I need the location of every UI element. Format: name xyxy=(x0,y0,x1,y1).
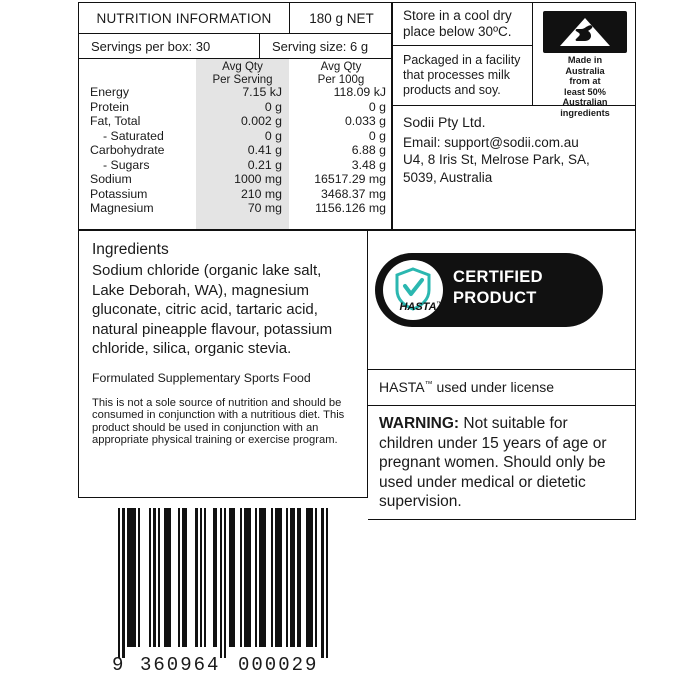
barcode-bar xyxy=(244,508,251,647)
nutrient-per-serving: 0.41 g xyxy=(247,143,282,157)
nutrient-per-100g: 3468.37 mg xyxy=(321,186,386,201)
nutrient-per-100g: 0 g xyxy=(368,128,386,143)
barcode-bar xyxy=(195,508,197,647)
nutrient-name: Carbohydrate xyxy=(90,143,165,157)
hasta-wordmark: HASTA™ xyxy=(399,301,443,313)
nutrition-panel-title: NUTRITION INFORMATION xyxy=(79,3,290,34)
barcode-bar xyxy=(220,508,222,658)
nutrient-per-serving: 70 mg xyxy=(247,201,282,215)
made-in-australia-caption: Made in Australia from at least 50% Australian ingredients xyxy=(560,55,610,118)
barcode-bar xyxy=(182,508,186,647)
barcode-lead-digit: 9 xyxy=(112,654,126,676)
barcode-bar xyxy=(118,508,120,658)
made-in-australia-box xyxy=(532,2,636,118)
company-email: Email: support@sodii.com.au xyxy=(403,134,579,150)
barcode-bar xyxy=(138,508,140,647)
ingredients-title: Ingredients xyxy=(92,241,169,258)
warning-label: WARNING: xyxy=(379,415,460,432)
hasta-license-text: HASTA™ used under license xyxy=(379,379,555,395)
nutrient-per-100g: 118.09 kJ xyxy=(333,85,386,99)
nutrient-per-serving: 7.15 kJ xyxy=(242,85,282,99)
net-weight: 180 g NET xyxy=(290,3,393,34)
warning-text: WARNING: Not suitable for children under 15 years of age or pregnant women. Should only be used under medical or dietetic supervision. xyxy=(379,415,607,510)
barcode-bar xyxy=(213,508,217,647)
barcode-bar xyxy=(290,508,294,647)
serving-size: Serving size: 6 g xyxy=(260,34,393,59)
nutrient-per-serving: 0.21 g xyxy=(247,157,282,172)
company-name: Sodii Pty Ltd. xyxy=(403,114,486,130)
barcode-group-2: 000029 xyxy=(238,654,319,676)
nutrient-name: - Saturated xyxy=(103,128,164,143)
barcode-bar xyxy=(275,508,282,647)
certified-product-text: CERTIFIED PRODUCT xyxy=(453,268,543,307)
nutrient-name: - Sugars xyxy=(103,157,150,172)
nutrition-row xyxy=(79,114,393,129)
nutrient-per-serving: 1000 mg xyxy=(234,172,282,186)
company-details-box xyxy=(392,106,636,230)
kangaroo-triangle-icon xyxy=(558,17,612,47)
facility-text: Packaged in a facility that processes milk products and soy. xyxy=(403,53,521,97)
nutrient-per-100g: 0 g xyxy=(368,99,386,114)
barcode-bar xyxy=(164,508,171,647)
nutrient-per-100g: 3.48 g xyxy=(351,157,386,172)
nutrition-row xyxy=(79,172,393,187)
hasta-license-box xyxy=(368,370,636,406)
barcode-bar xyxy=(122,508,124,658)
column-header-per-100g: Avg Qty Per 100g xyxy=(317,61,365,86)
hasta-certification-box xyxy=(368,230,636,370)
nutrition-row xyxy=(79,129,393,144)
barcode-bar xyxy=(315,508,317,647)
nutrient-name: Fat, Total xyxy=(90,114,141,128)
nutrition-row xyxy=(79,85,393,100)
nutrient-per-100g: 16517.29 mg xyxy=(314,172,386,186)
barcode-bar xyxy=(271,508,273,647)
barcode-bar xyxy=(204,508,206,647)
barcode-bar xyxy=(158,508,160,647)
barcode-bar xyxy=(255,508,257,647)
nutrient-per-serving: 0 g xyxy=(264,128,282,143)
barcode-bar xyxy=(297,508,301,647)
servings-per-box: Servings per box: 30 xyxy=(79,34,260,59)
australian-made-logo xyxy=(543,11,627,53)
barcode-bar xyxy=(200,508,202,647)
nutrient-name: Potassium xyxy=(90,186,148,201)
nutrition-row xyxy=(79,187,393,202)
barcode-bar xyxy=(306,508,313,647)
nutrition-table xyxy=(79,59,393,229)
nutrient-per-serving: 0.002 g xyxy=(240,114,282,128)
nutrient-per-serving: 0 g xyxy=(264,99,282,114)
barcode-bar xyxy=(224,508,226,658)
barcode-bar xyxy=(178,508,180,647)
nutrient-per-100g: 1156.126 mg xyxy=(315,201,386,215)
company-address-line2: 5039, Australia xyxy=(403,169,493,185)
barcode-bar xyxy=(127,508,136,647)
barcode-bar xyxy=(326,508,328,658)
barcode-bar xyxy=(240,508,242,647)
nutrition-information-panel xyxy=(78,2,392,230)
barcode-bar xyxy=(259,508,266,647)
nutrient-per-serving: 210 mg xyxy=(240,186,282,201)
barcode-bar xyxy=(286,508,288,647)
barcode-bar xyxy=(153,508,155,647)
nutrition-row xyxy=(79,100,393,115)
nutrient-name: Protein xyxy=(90,99,129,114)
nutrition-row xyxy=(79,143,393,158)
hasta-certified-badge xyxy=(375,253,603,327)
storage-text: Store in a cool dry place below 30ºC. xyxy=(403,8,512,39)
warning-box xyxy=(368,406,636,520)
nutrient-name: Sodium xyxy=(90,172,132,186)
allergen-facility-box xyxy=(392,46,532,106)
nutrition-row xyxy=(79,158,393,173)
barcode-bar xyxy=(321,508,323,658)
barcode-bar xyxy=(149,508,151,647)
nutrition-row xyxy=(79,201,393,216)
nutrient-name: Magnesium xyxy=(90,201,154,215)
barcode-bars xyxy=(118,508,328,658)
nutrient-name: Energy xyxy=(90,85,129,99)
barcode-bar xyxy=(229,508,236,647)
food-category-label: Formulated Supplementary Sports Food xyxy=(92,370,311,385)
company-address-line1: U4, 8 Iris St, Melrose Park, SA, xyxy=(403,152,590,167)
barcode-group-1: 360964 xyxy=(140,654,221,676)
hasta-logo-circle xyxy=(383,260,443,320)
ingredients-list: Sodium chloride (organic lake salt, Lake Deborah, WA), magnesium gluconate, citric acid, tartaric acid, natural pineapple flavour, potassium chloride, silica, organic stevia. xyxy=(92,262,333,357)
dietary-disclaimer: This is not a sole source of nutrition and should be consumed in conjunction with a nutritious diet. This product should be used in conjunction with an appropriate physical training or exercise program. xyxy=(92,396,345,447)
column-header-per-serving: Avg Qty Per Serving xyxy=(212,61,273,86)
barcode xyxy=(112,508,328,680)
storage-instructions-box xyxy=(392,2,532,46)
nutrient-per-100g: 0.033 g xyxy=(344,114,386,128)
nutrient-per-100g: 6.88 g xyxy=(351,143,386,157)
ingredients-box xyxy=(78,230,368,498)
